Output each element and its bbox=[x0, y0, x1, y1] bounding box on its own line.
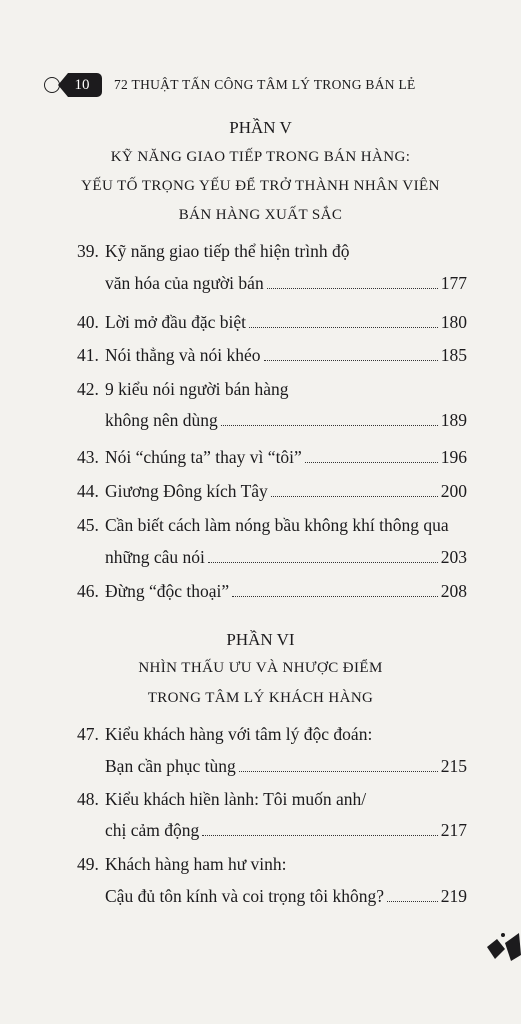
entry-number: 47. bbox=[77, 724, 99, 744]
toc-entry[interactable] bbox=[77, 343, 467, 367]
part-subtitle-line: NHÌN THẤU ƯU VÀ NHƯỢC ĐIỂM bbox=[138, 660, 383, 676]
entry-title: Lời mở đầu đặc biệt bbox=[105, 312, 246, 332]
dot-leader bbox=[208, 562, 438, 563]
toc-entry[interactable] bbox=[77, 852, 467, 876]
toc-entry-continuation[interactable] bbox=[105, 818, 467, 842]
entry-number: 49. bbox=[77, 854, 99, 874]
toc-entry[interactable] bbox=[77, 377, 467, 401]
entry-title: Giương Đông kích Tây bbox=[105, 481, 268, 501]
entry-title: chị cảm động bbox=[105, 820, 200, 840]
entry-page: 219 bbox=[440, 886, 467, 906]
part-title: PHẦN V bbox=[229, 118, 292, 137]
entry-title: Bạn cần phục tùng bbox=[105, 756, 236, 776]
entry-title: không nên dùng bbox=[105, 410, 218, 430]
toc-entry[interactable] bbox=[77, 722, 467, 746]
dot-leader bbox=[249, 327, 438, 328]
dot-leader bbox=[264, 360, 438, 361]
page-number-badge bbox=[44, 72, 102, 98]
entry-page: 196 bbox=[440, 447, 467, 467]
entry-page: 185 bbox=[440, 345, 467, 365]
dot-leader bbox=[221, 425, 438, 426]
edge-decoration-icon bbox=[481, 925, 521, 969]
part-subtitle-line: YẾU TỐ TRỌNG YẾU ĐỂ TRỞ THÀNH NHÂN VIÊN bbox=[81, 178, 440, 194]
entry-number: 46. bbox=[77, 581, 99, 601]
entry-title: Nói thẳng và nói khéo bbox=[105, 345, 261, 365]
entry-page: 180 bbox=[440, 312, 467, 332]
part-subtitle-line: BÁN HÀNG XUẤT SẮC bbox=[178, 207, 343, 223]
entry-title: văn hóa của người bán bbox=[105, 273, 264, 293]
part-subtitle-line: TRONG TÂM LÝ KHÁCH HÀNG bbox=[147, 690, 374, 706]
entry-number: 43. bbox=[77, 447, 99, 467]
entry-page: 200 bbox=[440, 481, 467, 501]
toc-entry-continuation[interactable] bbox=[105, 545, 467, 569]
part-title: PHẦN VI bbox=[226, 630, 295, 649]
dot-leader bbox=[271, 496, 438, 497]
dot-leader bbox=[202, 835, 437, 836]
entry-title: những câu nói bbox=[105, 547, 205, 567]
entry-page: 217 bbox=[440, 820, 467, 840]
entry-page: 203 bbox=[440, 547, 467, 567]
entry-title: Cậu đủ tôn kính và coi trọng tôi không? bbox=[105, 886, 384, 906]
dot-leader bbox=[387, 901, 438, 902]
running-header bbox=[44, 72, 416, 98]
dot-leader bbox=[267, 288, 438, 289]
toc-entry[interactable] bbox=[77, 310, 467, 334]
entry-number: 40. bbox=[77, 312, 99, 332]
entry-number: 45. bbox=[77, 515, 99, 535]
toc-entry[interactable] bbox=[77, 513, 467, 537]
entry-page: 208 bbox=[440, 581, 467, 601]
entry-title: Kiểu khách hàng với tâm lý độc đoán: bbox=[105, 724, 373, 744]
toc-entry[interactable] bbox=[77, 479, 467, 503]
page-number: 10 bbox=[74, 77, 90, 93]
toc-entry-continuation[interactable] bbox=[105, 754, 467, 778]
toc-entry[interactable] bbox=[77, 445, 467, 469]
toc-entry-continuation[interactable] bbox=[105, 271, 467, 295]
entry-title: Cần biết cách làm nóng bầu không khí thông qua bbox=[105, 515, 449, 535]
toc-entry[interactable] bbox=[77, 787, 467, 811]
toc-entry-continuation[interactable] bbox=[105, 884, 467, 908]
entry-page: 189 bbox=[440, 410, 467, 430]
entry-page: 215 bbox=[440, 756, 467, 776]
toc-entry[interactable] bbox=[77, 579, 467, 603]
toc-entry-continuation[interactable] bbox=[105, 408, 467, 432]
part-subtitle-line: KỸ NĂNG GIAO TIẾP TRONG BÁN HÀNG: bbox=[110, 149, 411, 165]
entry-title: Nói “chúng ta” thay vì “tôi” bbox=[105, 447, 302, 467]
entry-number: 41. bbox=[77, 345, 99, 365]
toc-entry[interactable] bbox=[77, 239, 467, 263]
entry-number: 48. bbox=[77, 789, 99, 809]
dot-leader bbox=[305, 462, 438, 463]
entry-title: 9 kiểu nói người bán hàng bbox=[105, 379, 289, 399]
entry-page: 177 bbox=[440, 273, 467, 293]
entry-number: 42. bbox=[77, 379, 99, 399]
dot-leader bbox=[232, 596, 438, 597]
tag-ring-icon bbox=[44, 77, 60, 93]
entry-number: 39. bbox=[77, 241, 99, 261]
entry-title: Kiểu khách hiền lành: Tôi muốn anh/ bbox=[105, 789, 367, 809]
dot-leader bbox=[239, 771, 438, 772]
book-title: 72 THUẬT TẤN CÔNG TÂM LÝ TRONG BÁN LẺ bbox=[114, 77, 416, 92]
entry-title: Khách hàng ham hư vinh: bbox=[105, 854, 287, 874]
entry-number: 44. bbox=[77, 481, 99, 501]
entry-title: Kỹ năng giao tiếp thể hiện trình độ bbox=[105, 241, 350, 261]
entry-title: Đừng “độc thoại” bbox=[105, 581, 230, 601]
